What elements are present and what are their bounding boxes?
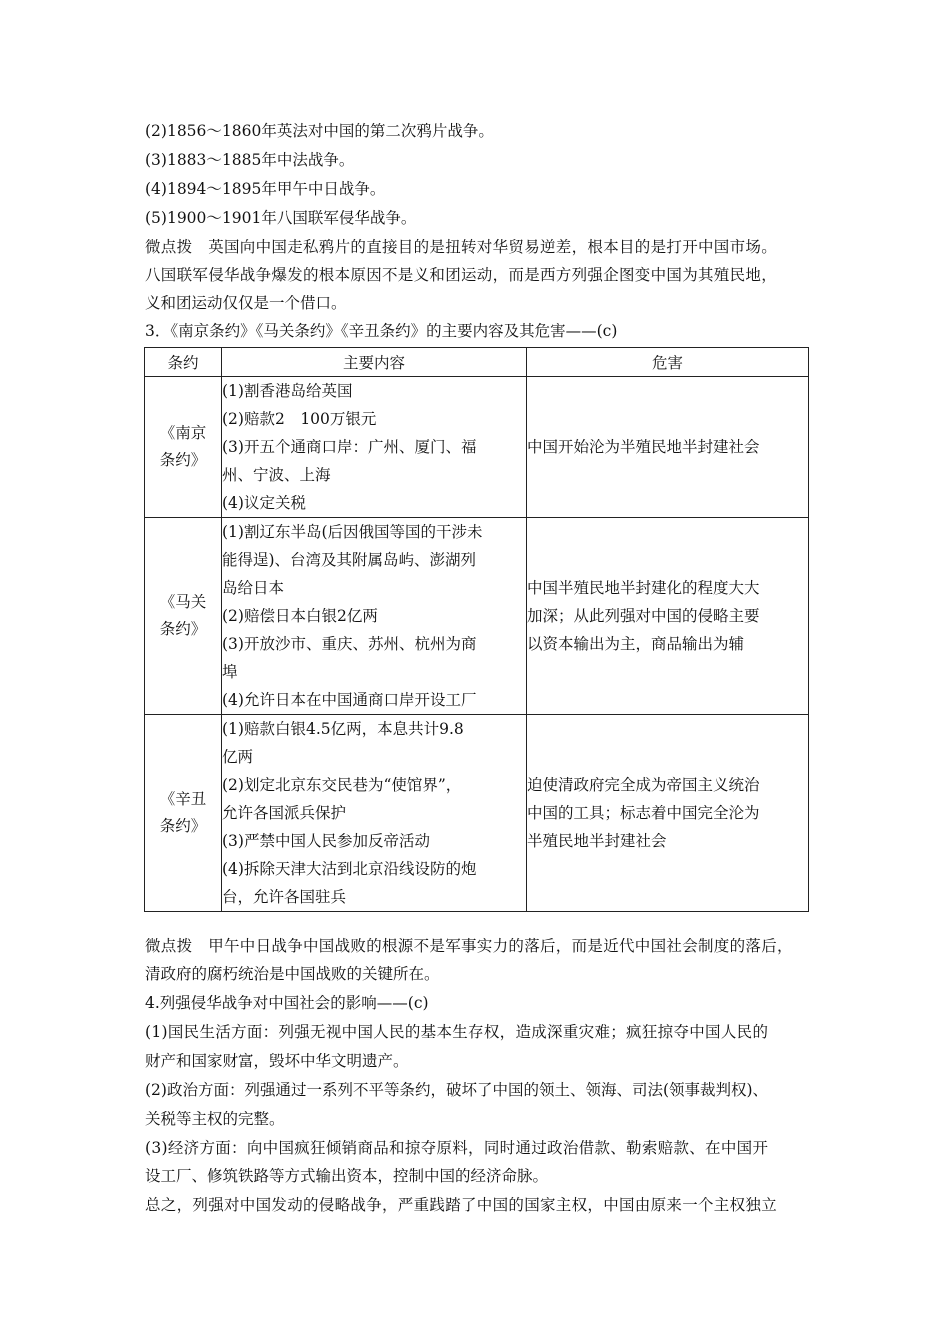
note2-line-1: 微点拨 甲午中日战争中国战败的根源不是军事实力的落后，而是近代中国社会制度的落后，: [145, 937, 793, 955]
table-header-row: [145, 348, 809, 377]
treaty-name-xinchou: 《辛丑 条约》: [145, 715, 222, 912]
text-line-war-5: (5)1900～1901年八国联军侵华战争。: [145, 209, 417, 227]
table-row-nanjing: [145, 377, 809, 518]
treaty-name-maguan: 《马关 条约》: [145, 518, 222, 715]
text-line-war-3: (3)1883～1885年中法战争。: [145, 151, 355, 169]
impact-1-line-2: 财产和国家财富，毁坏中华文明遗产。: [145, 1052, 409, 1070]
impact-1-line-1: (1)国民生活方面：列强无视中国人民的基本生存权，造成深重灾难；疯狂掠夺中国人民的: [145, 1023, 769, 1041]
header-content: 主要内容: [222, 348, 527, 377]
harm-maguan: 中国半殖民地半封建化的程度大大 加深；从此列强对中国的侵略主要 以资本输出为主，商品输出为辅: [527, 518, 809, 715]
impact-2-line-2: 关税等主权的完整。: [145, 1110, 285, 1128]
treaty-table: [144, 347, 809, 912]
content-maguan: (1)割辽东半岛(后因俄国等国的干涉未 能得逞)、台湾及其附属岛屿、澎湖列 岛给日本 (2)赔偿日本白银2亿两 (3)开放沙市、重庆、苏州、杭州为商 埠 (4)允许日本在中国通商口岸开设工厂: [222, 518, 527, 715]
impact-3-line-1: (3)经济方面：向中国疯狂倾销商品和掠夺原料，同时通过政治借款、勒索赔款、在中国开: [145, 1139, 769, 1157]
harm-xinchou: 迫使清政府完全成为帝国主义统治 中国的工具；标志着中国完全沦为 半殖民地半封建社会: [527, 715, 809, 912]
summary-line: 总之，列强对中国发动的侵略战争，严重践踏了中国的国家主权，中国由原来一个主权独立: [145, 1196, 778, 1214]
text-line-war-4: (4)1894～1895年甲午中日战争。: [145, 180, 386, 198]
impact-3-line-2: 设工厂、修筑铁路等方式输出资本，控制中国的经济命脉。: [145, 1167, 549, 1185]
content-xinchou: (1)赔款白银4.5亿两，本息共计9.8 亿两 (2)划定北京东交民巷为“使馆界”， 允许各国派兵保护 (3)严禁中国人民参加反帝活动 (4)拆除天津大沽到北京沿线设防的炮 台，允许各国驻兵: [222, 715, 527, 912]
text-line-war-2: (2)1856～1860年英法对中国的第二次鸦片战争。: [145, 122, 494, 140]
harm-nanjing: 中国开始沦为半殖民地半封建社会: [527, 377, 809, 518]
section-heading-4: 4.列强侵华战争对中国社会的影响——(c): [145, 994, 429, 1012]
header-harm: 危害: [527, 348, 809, 377]
header-treaty: 条约: [145, 348, 222, 377]
treaty-name-nanjing: 《南京 条约》: [145, 377, 222, 518]
note2-line-2: 清政府的腐朽统治是中国战败的关键所在。: [145, 965, 440, 983]
impact-2-line-1: (2)政治方面：列强通过一系列不平等条约，破坏了中国的领土、领海、司法(领事裁判权)、: [145, 1081, 769, 1099]
table-row-maguan: [145, 518, 809, 715]
note-line-3: 义和团运动仅仅是一个借口。: [145, 294, 347, 312]
section-heading-3: 3．《南京条约》《马关条约》《辛丑条约》的主要内容及其危害——(c): [145, 322, 618, 340]
note-line-1: 微点拨 英国向中国走私鸦片的直接目的是扭转对华贸易逆差，根本目的是打开中国市场。: [145, 238, 778, 256]
note-line-2: 八国联军侵华战争爆发的根本原因不是义和团运动，而是西方列强企图变中国为其殖民地，: [145, 266, 778, 284]
content-nanjing: (1)割香港岛给英国 (2)赔款2 100万银元 (3)开五个通商口岸：广州、厦门、福 州、宁波、上海 (4)议定关税: [222, 377, 527, 518]
table-row-xinchou: [145, 715, 809, 912]
